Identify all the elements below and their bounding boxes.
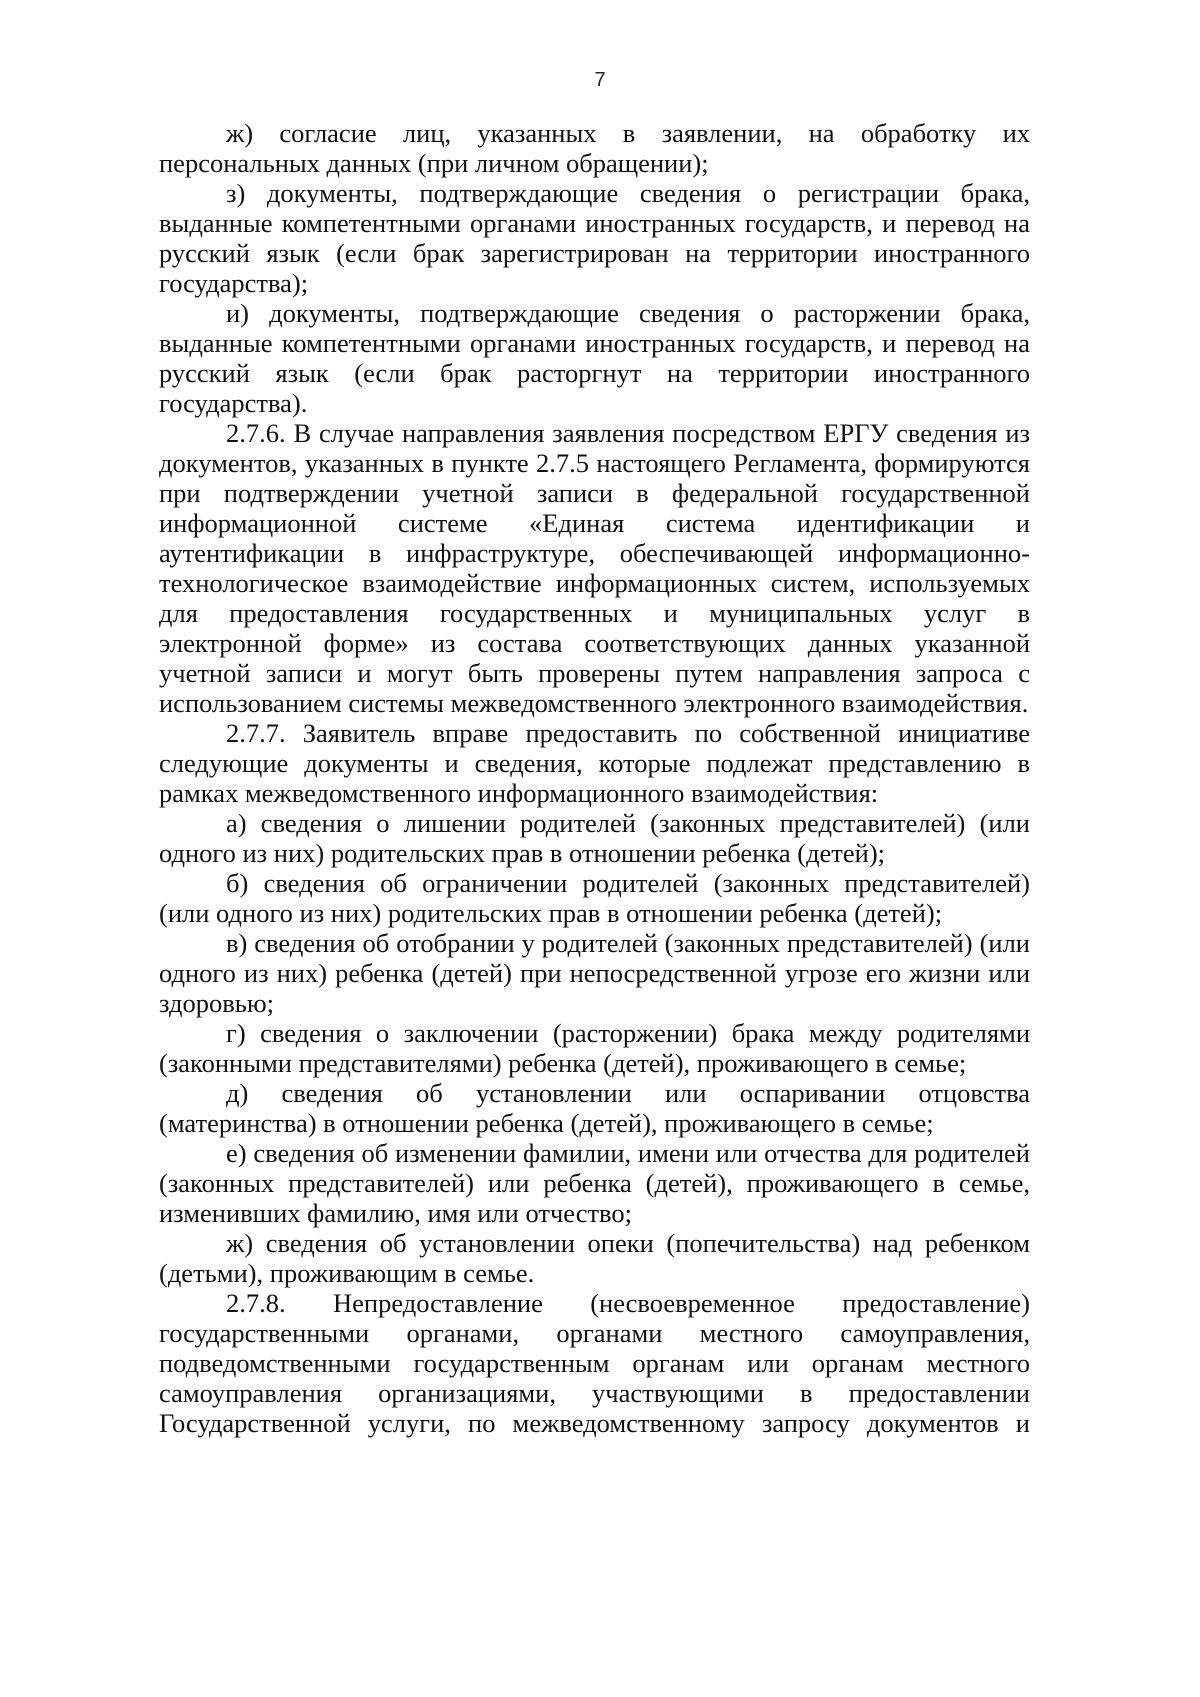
document-body xyxy=(159,118,1030,1438)
paragraph-item-v: в) сведения об отобрании у родителей (законных представителей) (или одного из них) ребенка (детей) при непосредственной угрозе его жизни или здоровью; xyxy=(159,928,1030,1018)
paragraph-marriage-registration-docs: з) документы, подтверждающие сведения о регистрации брака, выданные компетентными органами иностранных государств, и перевод на русский язык (если брак зарегистрирован на территории иностранного государства); xyxy=(159,178,1030,298)
paragraph-2-7-8: 2.7.8. Непредоставление (несвоевременное предоставление) государственными органами, органами местного самоуправления, подведомственными государственным органам или органам местного самоуправления организациями, участвующими в предоставлении Государственной услуги, по межведомственному запросу документов и xyxy=(159,1288,1030,1438)
paragraph-divorce-docs: и) документы, подтверждающие сведения о расторжении брака, выданные компетентными органами иностранных государств, и перевод на русский язык (если брак расторгнут на территории иностранного государства). xyxy=(159,298,1030,418)
page-number: 7 xyxy=(594,69,606,91)
paragraph-item-a: а) сведения о лишении родителей (законных представителей) (или одного из них) родительских прав в отношении ребенка (детей); xyxy=(159,808,1030,868)
paragraph-item-d: д) сведения об установлении или оспаривании отцовства (материнства) в отношении ребенка (детей), проживающего в семье; xyxy=(159,1078,1030,1138)
paragraph-2-7-7: 2.7.7. Заявитель вправе предоставить по собственной инициативе следующие документы и сведения, которые подлежат представлению в рамках межведомственного информационного взаимодействия: xyxy=(159,718,1030,808)
paragraph-item-e: е) сведения об изменении фамилии, имени или отчества для родителей (законных представителей) или ребенка (детей), проживающего в семье, изменивших фамилию, имя или отчество; xyxy=(159,1138,1030,1228)
paragraph-2-7-6: 2.7.6. В случае направления заявления посредством ЕРГУ сведения из документов, указанных в пункте 2.7.5 настоящего Регламента, формируются при подтверждении учетной записи в федеральной государственной информационной системе «Единая система идентификации и аутентификации в инфраструктуре, обеспечивающей информационно-технологическое взаимодействие информационных систем, используемых для предоставления государственных и муниципальных услуг в электронной форме» из состава соответствующих данных указанной учетной записи и могут быть проверены путем направления запроса с использованием системы межведомственного электронного взаимодействия. xyxy=(159,418,1030,718)
paragraph-item-zh: ж) сведения об установлении опеки (попечительства) над ребенком (детьми), проживающим в семье. xyxy=(159,1228,1030,1288)
paragraph-item-g: г) сведения о заключении (расторжении) брака между родителями (законными представителями) ребенка (детей), проживающего в семье; xyxy=(159,1018,1030,1078)
paragraph-item-b: б) сведения об ограничении родителей (законных представителей) (или одного из них) родительских прав в отношении ребенка (детей); xyxy=(159,868,1030,928)
paragraph-consent-personal-data: ж) согласие лиц, указанных в заявлении, на обработку их персональных данных (при личном обращении); xyxy=(159,118,1030,178)
